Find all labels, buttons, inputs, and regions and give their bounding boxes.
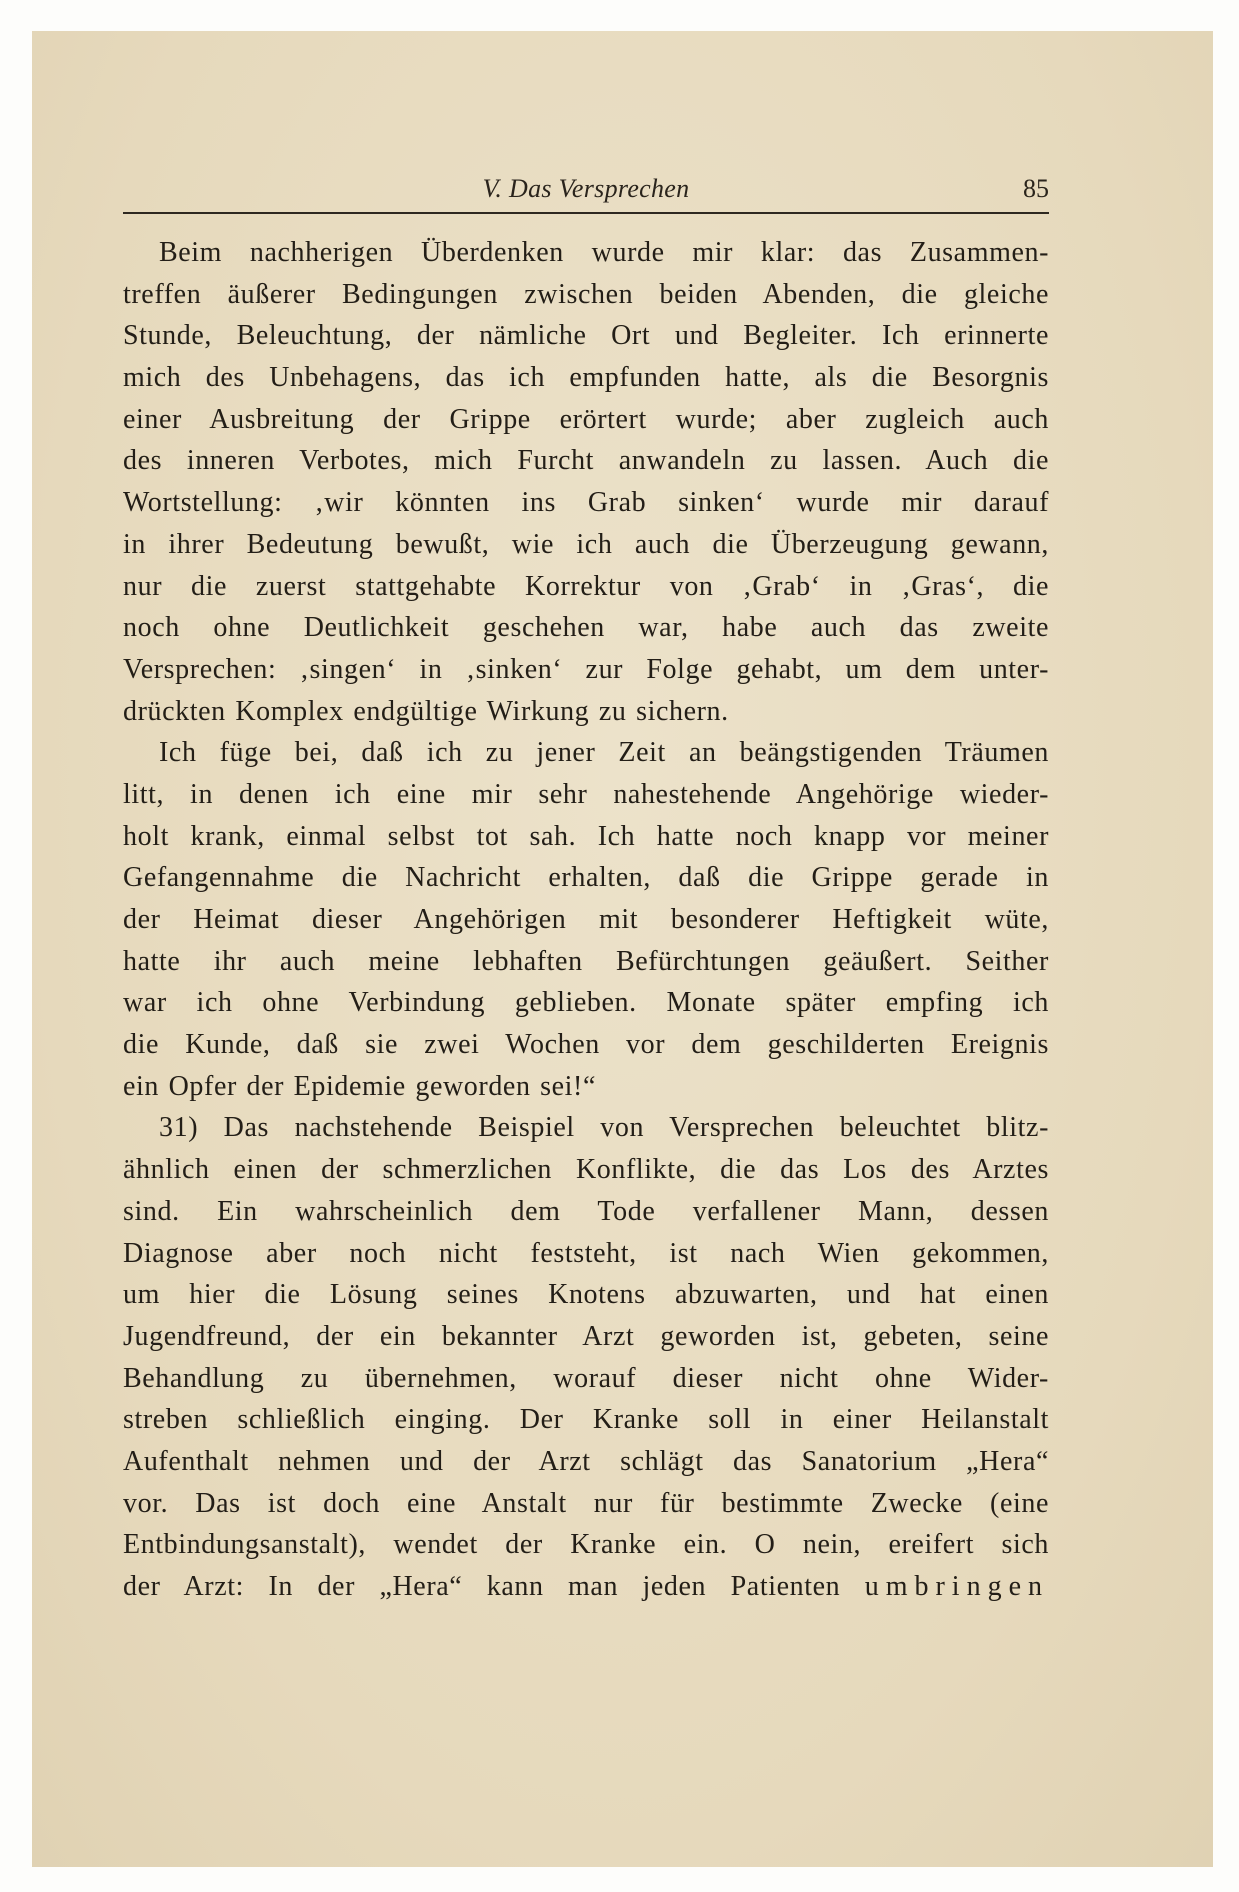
line-text: 31) Das nachstehende Beispiel von Versprechen beleuchtet blitz- <box>159 1112 1049 1144</box>
text-line <box>123 857 1049 899</box>
line-text: der Arzt: In der „Hera“ kann man jeden Patienten <box>123 1571 841 1602</box>
text-line <box>123 440 1049 482</box>
text-line <box>123 482 1049 524</box>
line-text: der Heimat dieser Angehörigen mit besonderer Heftigkeit wüte, <box>123 904 1049 935</box>
line-text: litt, in denen ich eine mir sehr nahestehende Angehörige wieder- <box>123 778 1049 810</box>
line-text: holt krank, einmal selbst tot sah. Ich hatte noch knapp vor meiner <box>123 820 1049 852</box>
text-line <box>123 774 1049 816</box>
line-text: Diagnose aber noch nicht feststeht, ist nach Wien gekommen, <box>123 1237 1049 1269</box>
text-line <box>123 524 1049 566</box>
text-line <box>123 1274 1049 1316</box>
emphasized-word: umbringen <box>864 1571 1049 1602</box>
header-rule <box>123 212 1049 214</box>
text-line <box>123 1024 1049 1066</box>
line-text: um hier die Lösung seines Knotens abzuwarten, und hat einen <box>123 1279 1049 1311</box>
text-line <box>123 1399 1049 1441</box>
text-line <box>123 1316 1049 1358</box>
text-line <box>123 1358 1049 1400</box>
line-text: hatte ihr auch meine lebhaften Befürchtungen geäußert. Seither <box>123 945 1049 977</box>
text-line <box>123 1441 1049 1483</box>
text-line <box>123 941 1049 983</box>
text-line <box>123 1066 1049 1108</box>
page-header <box>123 170 1049 210</box>
text-line <box>123 566 1049 608</box>
text-line <box>123 232 1049 274</box>
body-text <box>123 232 1049 1608</box>
line-text: Ich füge bei, daß ich zu jener Zeit an beängstigenden Träumen <box>159 737 1049 769</box>
line-text: Stunde, Beleuchtung, der nämliche Ort und Begleiter. Ich erinnerte <box>123 320 1049 352</box>
line-text: Beim nachherigen Überdenken wurde mir klar: das Zusammen- <box>159 237 1049 268</box>
text-line <box>123 399 1049 441</box>
line-text: Aufenthalt nehmen und der Arzt schlägt das Sanatorium „Hera“ <box>123 1445 1049 1477</box>
text-line <box>123 1566 1049 1608</box>
line-text: Versprechen: ‚singen‘ in ‚sinken‘ zur Folge gehabt, um dem unter- <box>123 653 1049 685</box>
line-text: die Kunde, daß sie zwei Wochen vor dem geschilderten Ereignis <box>123 1029 1049 1061</box>
line-text: nur die zuerst stattgehabte Korrektur von ‚Grab‘ in ‚Gras‘, die <box>123 570 1049 602</box>
line-text: noch ohne Deutlichkeit geschehen war, habe auch das zweite <box>123 612 1049 644</box>
text-line <box>123 357 1049 399</box>
text-line <box>123 816 1049 858</box>
line-text: des inneren Verbotes, mich Furcht anwandeln zu lassen. Auch die <box>123 445 1049 477</box>
line-text: Entbindungsanstalt), wendet der Kranke ein. O nein, ereifert sich <box>123 1529 1049 1561</box>
line-text: Behandlung zu übernehmen, worauf dieser nicht ohne Wider- <box>123 1362 1049 1394</box>
paragraph <box>123 1107 1049 1607</box>
text-line <box>123 1524 1049 1566</box>
line-text: sind. Ein wahrscheinlich dem Tode verfallener Mann, dessen <box>123 1195 1049 1227</box>
line-text: war ich ohne Verbindung geblieben. Monate später empfing ich <box>123 987 1049 1019</box>
text-line <box>123 607 1049 649</box>
text-line <box>123 315 1049 357</box>
line-text: streben schließlich einging. Der Kranke soll in einer Heilanstalt <box>123 1404 1049 1436</box>
line-text: drückten Komplex endgültige Wirkung zu sichern. <box>123 695 729 727</box>
line-text: Jugendfreund, der ein bekannter Arzt geworden ist, gebeten, seine <box>123 1320 1049 1352</box>
line-text: Gefangennahme die Nachricht erhalten, daß die Grippe gerade in <box>123 862 1049 894</box>
line-text: vor. Das ist doch eine Anstalt nur für bestimmte Zwecke (eine <box>123 1487 1049 1519</box>
text-line <box>123 1233 1049 1275</box>
text-line <box>123 1149 1049 1191</box>
line-text: Wortstellung: ‚wir könnten ins Grab sinken‘ wurde mir darauf <box>123 487 1049 519</box>
text-line <box>123 691 1049 733</box>
text-line <box>123 1191 1049 1233</box>
text-line <box>123 899 1049 941</box>
text-line <box>123 1483 1049 1525</box>
text-line <box>123 649 1049 691</box>
paragraph <box>123 232 1049 732</box>
line-text: einer Ausbreitung der Grippe erörtert wurde; aber zugleich auch <box>123 403 1049 435</box>
line-text: ähnlich einen der schmerzlichen Konflikte, die das Los des Arztes <box>123 1154 1049 1186</box>
running-title: V. Das Versprechen <box>482 174 690 203</box>
text-line <box>123 1107 1049 1149</box>
paragraph <box>123 732 1049 1107</box>
text-line <box>123 732 1049 774</box>
line-text: in ihrer Bedeutung bewußt, wie ich auch die Überzeugung gewann, <box>123 528 1049 560</box>
text-line <box>123 982 1049 1024</box>
line-text: mich des Unbehagens, das ich empfunden hatte, als die Besorgnis <box>123 362 1049 394</box>
line-text: treffen äußerer Bedingungen zwischen beiden Abenden, die gleiche <box>123 278 1049 310</box>
page-number: 85 <box>1023 174 1049 203</box>
line-text: ein Opfer der Epidemie geworden sei!“ <box>123 1070 597 1102</box>
text-line <box>123 274 1049 316</box>
